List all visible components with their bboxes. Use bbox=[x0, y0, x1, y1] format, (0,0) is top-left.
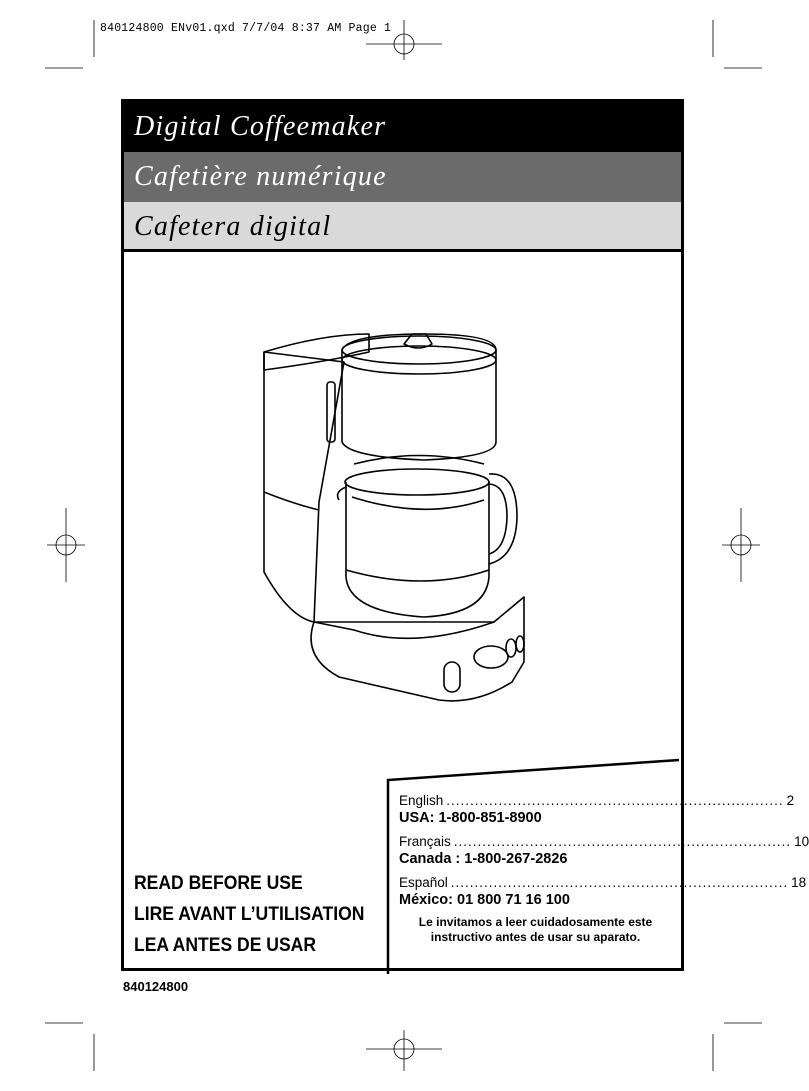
read-before-en: READ BEFORE USE bbox=[134, 872, 303, 894]
toc-language: Français bbox=[399, 834, 451, 849]
toc-row-french[interactable]: Français ....................................................................... 10 bbox=[399, 834, 809, 849]
toc-phone-mexico: México: 01 800 71 16 100 bbox=[399, 892, 570, 908]
read-before-fr: LIRE AVANT L’UTILISATION bbox=[134, 903, 365, 925]
toc-page: 18 bbox=[791, 875, 807, 890]
toc-page: 2 bbox=[786, 793, 795, 808]
toc-phone-canada: Canada : 1-800-267-2826 bbox=[399, 851, 568, 867]
toc-language: English bbox=[399, 793, 444, 808]
title-french: Cafetière numérique bbox=[124, 152, 681, 202]
language-contents bbox=[386, 762, 809, 974]
toc-phone-usa: USA: 1-800-851-8900 bbox=[399, 810, 542, 826]
manual-cover bbox=[121, 99, 809, 971]
toc-row-english[interactable]: English ....................................................................... 2 bbox=[399, 793, 795, 808]
toc-note-spanish: Le invitamos a leer cuidadosamente este instructivo antes de usar su aparato. bbox=[418, 915, 653, 944]
read-before-use-block bbox=[134, 868, 364, 961]
toc-language: Español bbox=[399, 875, 448, 890]
title-spanish: Cafetera digital bbox=[124, 202, 681, 252]
print-slug-line: 840124800 ENv01.qxd 7/7/04 8:37 AM Page 1 bbox=[100, 22, 392, 35]
toc-row-spanish[interactable]: Español ....................................................................... 18 bbox=[399, 875, 807, 890]
title-english: Digital Coffeemaker bbox=[124, 102, 681, 152]
part-number: 840124800 bbox=[123, 979, 189, 994]
toc-page: 10 bbox=[794, 834, 809, 849]
read-before-es: LEA ANTES DE USAR bbox=[134, 934, 317, 956]
